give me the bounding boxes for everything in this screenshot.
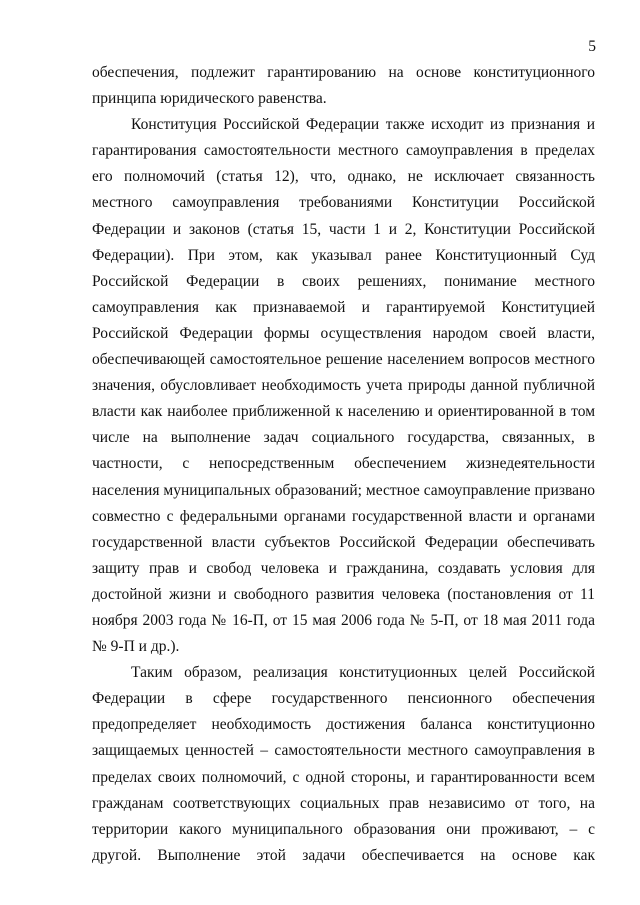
text-line: его полномочий (статья 12), что, однако, не исключает связанность xyxy=(92,168,595,186)
text-line: населения муниципальных образований; местное самоуправление призвано xyxy=(92,481,595,499)
page-number: 5 xyxy=(588,38,596,55)
text-line: значения, обусловливает необходимость учета природы данной публичной xyxy=(92,377,595,395)
text-line: пределах своих полномочий, с одной стороны, и гарантированности всем xyxy=(92,768,595,786)
text-line: обеспечения, подлежит гарантированию на основе конституционного xyxy=(92,64,595,81)
text-line: № 9-П и др.). xyxy=(92,638,180,656)
text-line: Российской Федерации в своих решениях, понимание местного xyxy=(92,272,595,290)
text-line: государственной власти субъектов Российской Федерации обеспечивать xyxy=(92,533,595,551)
text-line: Таким образом, реализация конституционных целей Российской xyxy=(131,664,595,682)
text-line: частности, с непосредственным обеспечением жизнедеятельности xyxy=(92,455,595,473)
text-line: местного самоуправления требованиями Конституции Российской xyxy=(92,194,595,212)
text-line: предопределяет необходимость достижения баланса конституционно xyxy=(92,716,595,734)
text-line: власти как наиболее приближенной к населению и ориентированной в том xyxy=(92,403,595,421)
text-line: Федерации и законов (статья 15, части 1 и 2, Конституции Российской xyxy=(92,220,595,238)
text-line: Российской Федерации формы осуществления народом своей власти, xyxy=(92,324,595,342)
text-line: совместно с федеральными органами государственной власти и органами xyxy=(92,507,595,525)
text-line: принципа юридического равенства. xyxy=(92,90,327,108)
text-line: самоуправления как признаваемой и гарантируемой Конституцией xyxy=(92,298,595,316)
document-body xyxy=(92,60,595,869)
text-line: обеспечивающей самостоятельное решение населением вопросов местного xyxy=(92,351,595,369)
text-line: другой. Выполнение этой задачи обеспечивается на основе как xyxy=(92,846,595,864)
text-line: достойной жизни и свободного развития человека (постановления от 11 xyxy=(92,585,595,603)
text-line: защиту прав и свобод человека и гражданина, создавать условия для xyxy=(92,559,595,577)
text-line: Федерации в сфере государственного пенсионного обеспечения xyxy=(92,690,595,708)
text-line: Федерации). При этом, как указывал ранее Конституционный Суд xyxy=(92,246,595,264)
text-line: защищаемых ценностей – самостоятельности местного самоуправления в xyxy=(92,742,595,760)
text-line: ноября 2003 года № 16-П, от 15 мая 2006 года № 5-П, от 18 мая 2011 года xyxy=(92,611,595,629)
paragraph xyxy=(92,660,595,869)
paragraph xyxy=(92,60,595,112)
text-line: территории какого муниципального образования они проживают, – с xyxy=(92,820,595,838)
text-line: числе на выполнение задач социального государства, связанных, в xyxy=(92,429,595,447)
paragraph xyxy=(92,112,595,660)
text-line: Конституция Российской Федерации также исходит из признания и xyxy=(131,116,595,134)
text-line: гражданам соответствующих социальных прав независимо от того, на xyxy=(92,794,595,812)
text-line: гарантирования самостоятельности местного самоуправления в пределах xyxy=(92,142,595,160)
